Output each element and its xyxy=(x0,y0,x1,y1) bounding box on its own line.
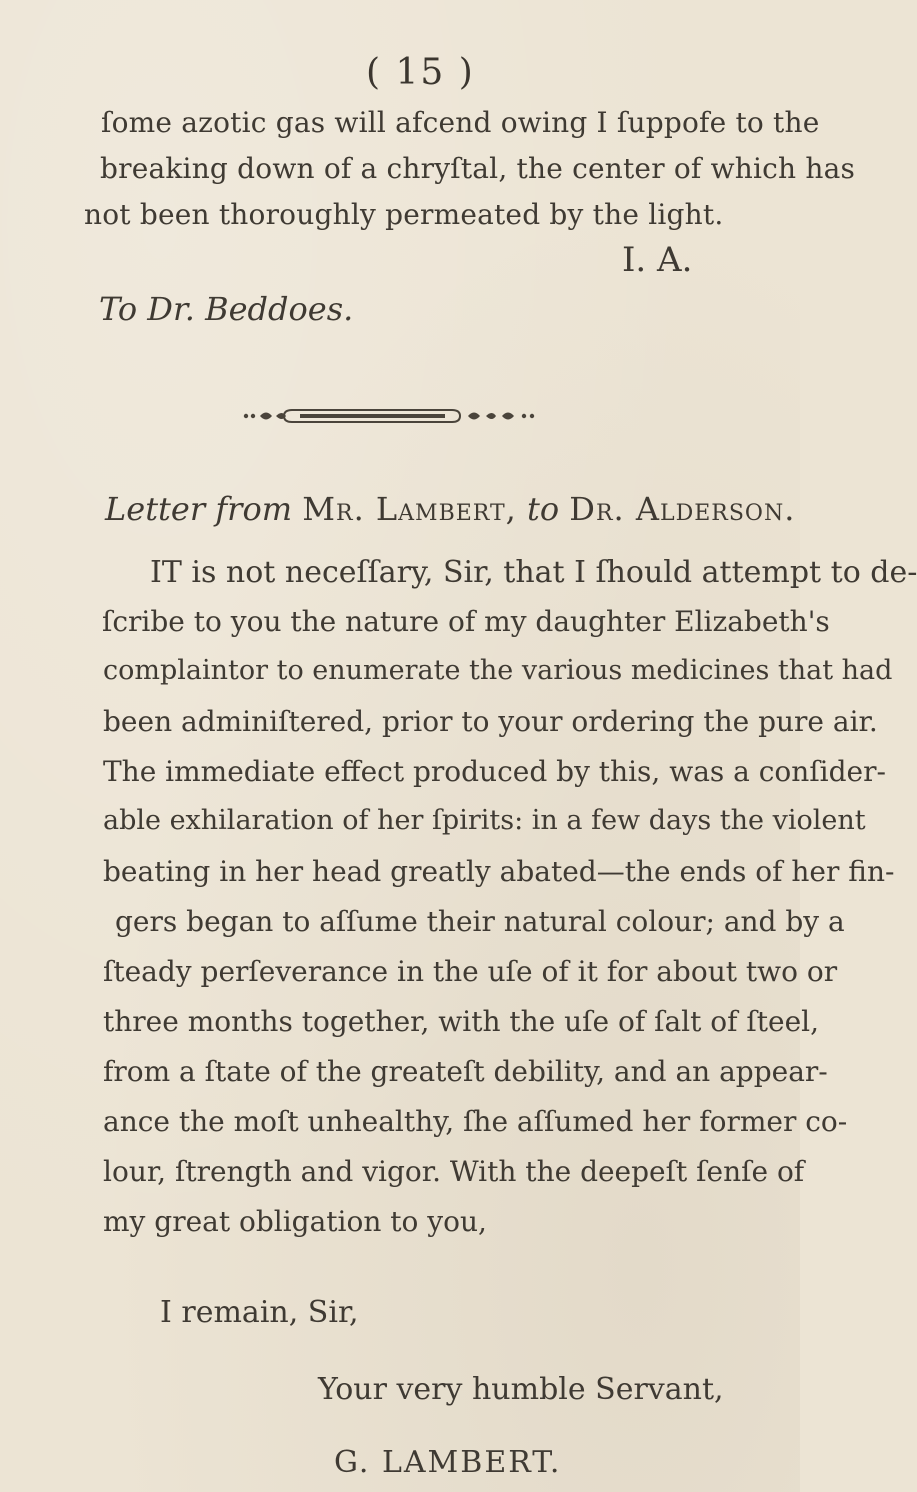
signature: G. LAMBERT. xyxy=(334,1445,562,1480)
printers-ornament-divider xyxy=(240,406,560,426)
body-line: from a ſtate of the greateſt debility, and an appear- xyxy=(103,1055,828,1088)
body-line: complaintor to enumerate the various medicines that had xyxy=(103,655,893,686)
heading-sender: Mr. Lambert, xyxy=(302,490,517,528)
page-number: ( 15 ) xyxy=(366,52,475,93)
heading-to: to xyxy=(527,490,560,528)
heading-prefix: Letter from xyxy=(105,490,293,528)
body-line: able exhilaration of her ſpirits: in a few days the violent xyxy=(103,805,866,836)
body-line: lour, ſtrength and vigor. With the deepeſt ſenſe of xyxy=(103,1155,805,1188)
addressee: To Dr. Beddoes. xyxy=(99,290,354,328)
body-line: my great obligation to you, xyxy=(103,1205,487,1238)
heading-recipient: Dr. Alderson. xyxy=(569,490,796,528)
body-line: IT is not neceſſary, Sir, that I ſhould attempt to de- xyxy=(150,555,917,590)
closing-servant: Your very humble Servant, xyxy=(318,1372,724,1407)
author-initials: I. A. xyxy=(622,240,693,280)
letter-heading xyxy=(105,490,795,528)
body-line: ſcribe to you the nature of my daughter Elizabeth's xyxy=(102,605,830,638)
closing-remain: I remain, Sir, xyxy=(160,1295,359,1330)
body-line: three months together, with the uſe of ſalt of ſteel, xyxy=(103,1005,820,1038)
text-line: not been thoroughly permeated by the light. xyxy=(84,198,724,231)
text-line: breaking down of a chryſtal, the center of which has xyxy=(100,152,856,185)
body-line: been adminiſtered, prior to your ordering the pure air. xyxy=(103,705,878,738)
text-line: ſome azotic gas will afcend owing I ſuppofe to the xyxy=(101,106,820,139)
body-line: ance the moſt unhealthy, ſhe aſſumed her former co- xyxy=(103,1105,848,1138)
body-line: gers began to aſſume their natural colour; and by a xyxy=(115,905,845,938)
body-line: ſteady perſeverance in the uſe of it for about two or xyxy=(103,955,838,988)
body-line: beating in her head greatly abated—the ends of her fin- xyxy=(103,855,895,888)
body-line: The immediate effect produced by this, was a conſider- xyxy=(103,755,886,788)
